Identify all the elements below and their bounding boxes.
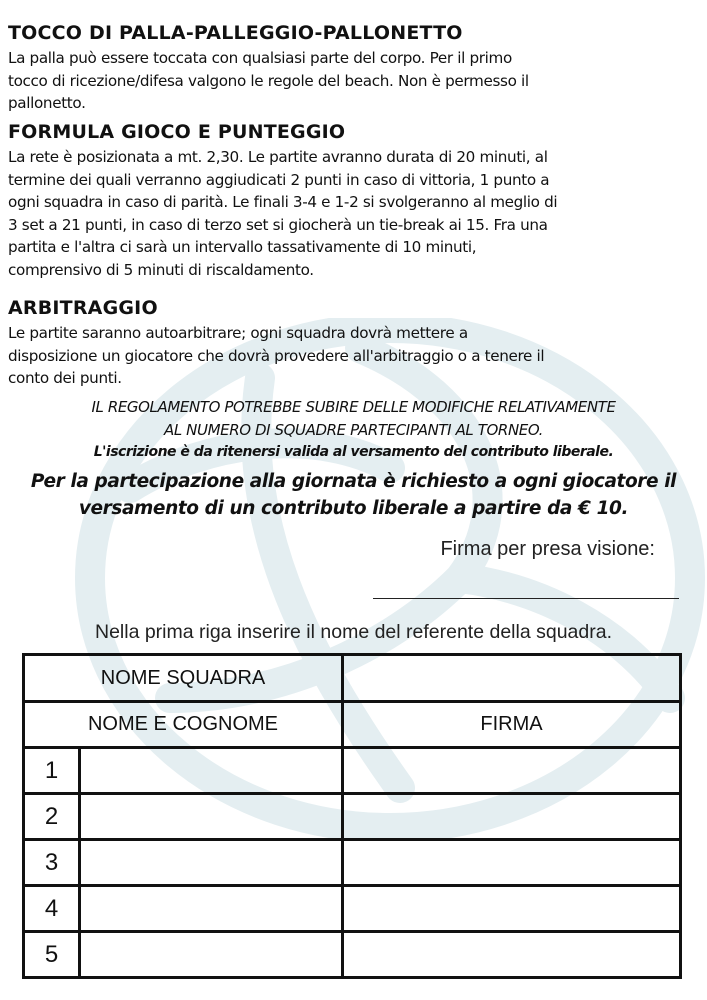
row-number: 5 <box>44 940 59 968</box>
player-signature-cell[interactable] <box>344 795 679 841</box>
signature-header: FIRMA <box>480 713 543 735</box>
row-number-cell <box>25 933 81 976</box>
player-name-cell[interactable] <box>81 795 344 841</box>
text-line: conto dei punti. <box>8 369 122 387</box>
player-name-cell[interactable] <box>81 933 344 976</box>
notice-regolamento <box>0 396 707 442</box>
name-header: NOME E COGNOME <box>87 713 278 735</box>
team-table <box>22 653 682 979</box>
row-number-cell <box>25 841 81 887</box>
signature-header-cell <box>344 703 679 749</box>
team-name-input-cell[interactable] <box>344 656 679 703</box>
section-body-arbitraggio <box>8 322 700 390</box>
player-name-cell[interactable] <box>81 749 344 795</box>
signature-label: Firma per presa visione: <box>440 538 655 560</box>
text-line: comprensivo di 5 minuti di riscaldamento. <box>8 260 314 279</box>
notice-line: versamento di un contributo liberale a partire da € 10. <box>78 498 629 519</box>
signature-line[interactable] <box>373 598 679 599</box>
row-number-cell <box>25 887 81 933</box>
row-number: 1 <box>44 756 59 784</box>
team-name-label: NOME SQUADRA <box>100 666 266 689</box>
text-line: termine dei quali verranno aggiudicati 2 punti in caso di vittoria, 1 punto a <box>8 170 550 189</box>
section-title-arbitraggio: ARBITRAGGIO <box>8 297 158 319</box>
row-number: 2 <box>44 802 59 830</box>
text-line: partita e l'altra ci sarà un intervallo tassativamente di 10 minuti, <box>8 238 477 256</box>
notice-line: AL NUMERO DI SQUADRE PARTECIPANTI AL TORNEO. <box>163 421 544 439</box>
section-body-formula <box>8 146 700 281</box>
text-line: 3 set a 21 punti, in caso di terzo set si giocherà un tie-break ai 15. Fra una <box>8 215 548 234</box>
notice-line: IL REGOLAMENTO POTREBBE SUBIRE DELLE MODIFICHE RELATIVAMENTE <box>91 398 616 416</box>
name-header-cell <box>25 703 344 749</box>
text-line: ogni squadra in caso di parità. Le finali 3-4 e 1-2 si svolgeranno al meglio di <box>8 193 558 211</box>
text-line: tocco di ricezione/difesa valgono le regole del beach. Non è permesso il <box>8 71 529 90</box>
player-signature-cell[interactable] <box>344 933 679 976</box>
section-title-tocco: TOCCO DI PALLA-PALLEGGIO-PALLONETTO <box>8 22 463 44</box>
section-title-formula: FORMULA GIOCO E PUNTEGGIO <box>8 121 346 143</box>
table-instruction: Nella prima riga inserire il nome del referente della squadra. <box>94 621 612 643</box>
text-line: La palla può essere toccata con qualsiasi parte del corpo. Per il primo <box>8 49 512 67</box>
row-number: 3 <box>44 848 59 876</box>
notice-iscrizione: L'iscrizione è da ritenersi valida al versamento del contributo liberale. <box>93 444 614 460</box>
text-line: Le partite saranno autoarbitrare; ogni squadra dovrà mettere a <box>8 324 468 342</box>
player-name-cell[interactable] <box>81 841 344 887</box>
notice-line: Per la partecipazione alla giornata è richiesto a ogni giocatore il <box>30 471 677 492</box>
player-signature-cell[interactable] <box>344 841 679 887</box>
player-signature-cell[interactable] <box>344 887 679 933</box>
player-signature-cell[interactable] <box>344 749 679 795</box>
team-name-label-cell <box>25 656 344 703</box>
row-number-cell <box>25 795 81 841</box>
player-name-cell[interactable] <box>81 887 344 933</box>
notice-contributo <box>0 468 707 522</box>
section-body-tocco <box>8 47 700 115</box>
text-line: La rete è posizionata a mt. 2,30. Le partite avranno durata di 20 minuti, al <box>8 148 548 166</box>
row-number: 4 <box>44 894 59 922</box>
text-line: pallonetto. <box>8 94 86 112</box>
text-line: disposizione un giocatore che dovrà provedere all'arbitraggio o a tenere il <box>8 346 545 365</box>
row-number-cell <box>25 749 81 795</box>
